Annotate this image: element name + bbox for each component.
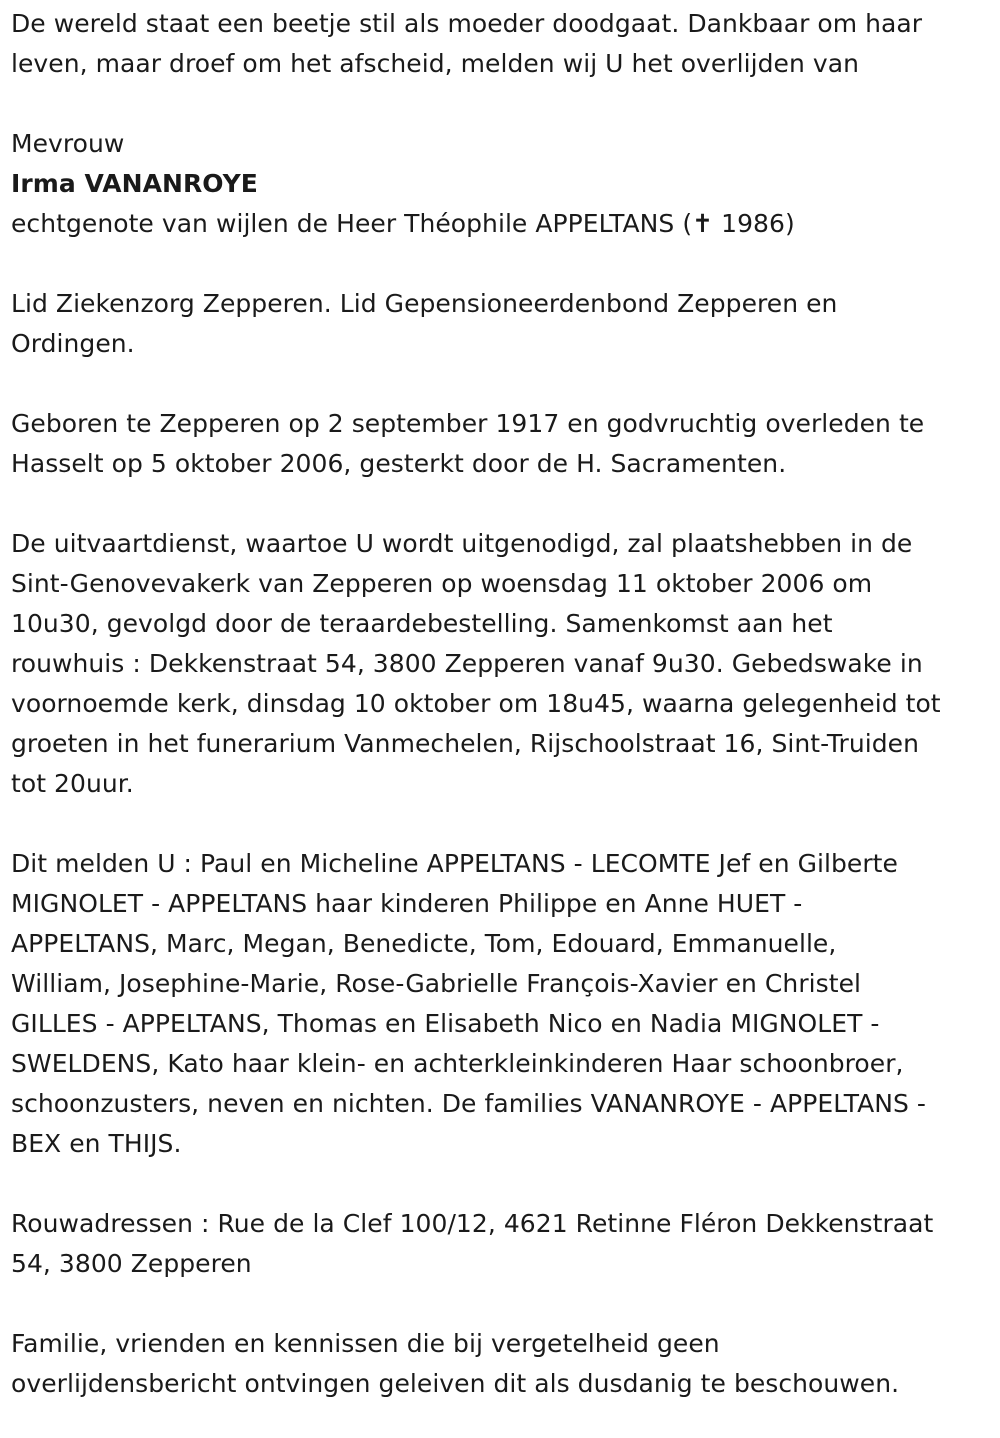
deceased-name: Irma VANANROYE (11, 169, 258, 198)
spacer (11, 484, 990, 524)
honorific: Mevrouw (11, 129, 125, 158)
spacer (11, 364, 990, 404)
closing-paragraph: Familie, vrienden en kennissen die bij vergetelheid geen overlijdensbericht ontvingen geleiven dit als dusdanig te beschouwen. (11, 1329, 900, 1398)
spacer (11, 84, 990, 124)
spacer (11, 804, 990, 844)
funeral-paragraph: De uitvaartdienst, waartoe U wordt uitgenodigd, zal plaatshebben in de Sint-Genovevakerk van Zepperen op woensdag 11 oktober 2006 om 10u30, gevolgd door de teraardebestelling. Samenkomst aan het rouwhuis : Dekkenstraat 54, 3800 Zepperen vanaf 9u30. Gebedswake in voornoemde kerk, dinsdag 10 oktober om 18u45, waarna gelegenheid tot groeten in het funerarium Vanmechelen, Rijschoolstraat 16, Sint-Truiden tot 20uur. (11, 529, 941, 798)
memberships-paragraph: Lid Ziekenzorg Zepperen. Lid Gepensioneerdenbond Zepperen en Ordingen. (11, 289, 838, 358)
family-paragraph: Dit melden U : Paul en Micheline APPELTANS - LECOMTE Jef en Gilberte MIGNOLET - APPELTANS haar kinderen Philippe en Anne HUET - APPELTANS, Marc, Megan, Benedicte, Tom, Edouard, Emmanuelle, William, Josephine-Marie, Rose-Gabrielle François-Xavier en Christel GILLES - APPELTANS, Thomas en Elisabeth Nico en Nadia MIGNOLET - SWELDENS, Kato haar klein- en achterkleinkinderen Haar schoonbroer, schoonzusters, neven en nichten. De families VANANROYE - APPELTANS - BEX en THIJS. (11, 849, 927, 1158)
addresses-paragraph: Rouwadressen : Rue de la Clef 100/12, 4621 Retinne Fléron Dekkenstraat 54, 3800 Zepperen (11, 1209, 934, 1278)
spacer (11, 1284, 990, 1324)
spacer (11, 244, 990, 284)
spouse-line: echtgenote van wijlen de Heer Théophile APPELTANS (✝ 1986) (11, 209, 795, 238)
intro-paragraph: De wereld staat een beetje stil als moeder doodgaat. Dankbaar om haar leven, maar droef om het afscheid, melden wij U het overlijden van (11, 9, 923, 78)
birth-death-paragraph: Geboren te Zepperen op 2 september 1917 en godvruchtig overleden te Hasselt op 5 oktober 2006, gesterkt door de H. Sacramenten. (11, 409, 925, 478)
spacer (11, 1164, 990, 1204)
